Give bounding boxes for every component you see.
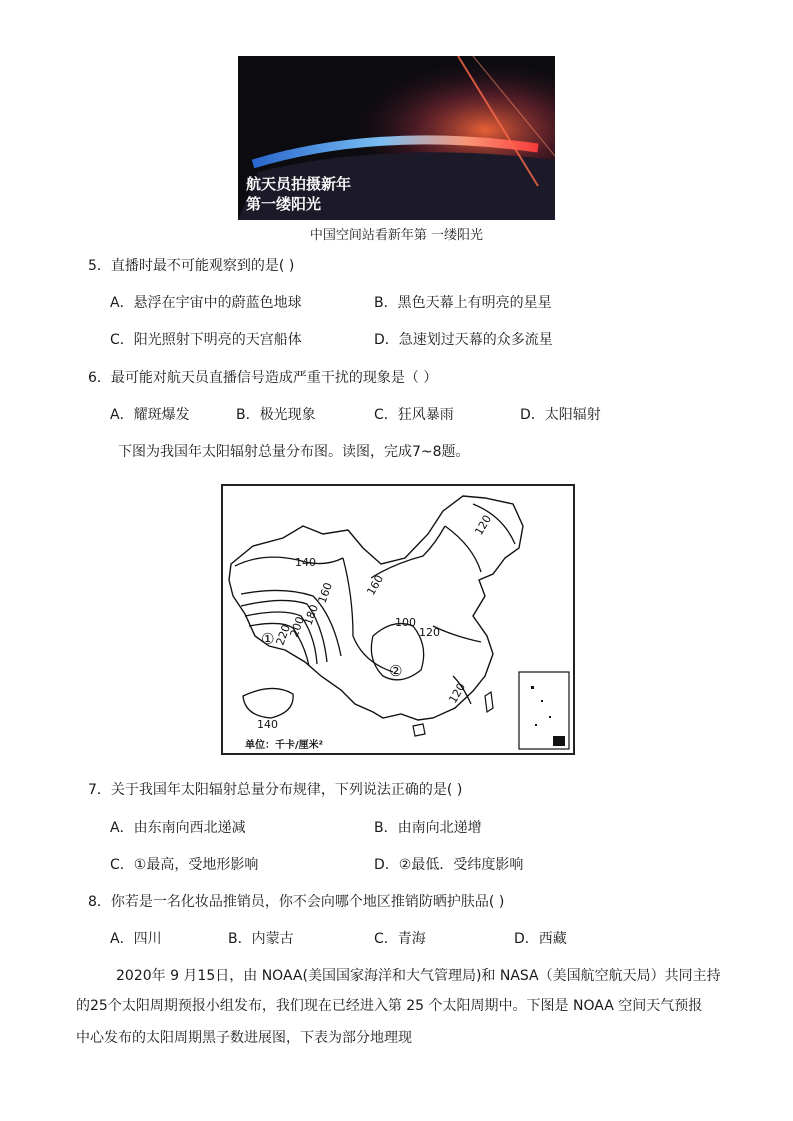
isoline-label: 120	[472, 512, 495, 538]
photo-overlay-line2: 第一缕阳光	[246, 195, 322, 213]
passage-line-1: 2020年 9 月15日，由 NOAA(美国国家海洋和大气管理局)和 NASA（美国航空航天局）共同主持	[116, 968, 721, 984]
photo-overlay-line1: 航天员拍摄新年	[246, 175, 352, 193]
china-map	[223, 486, 573, 753]
q5-option-d[interactable]: D．急速划过天幕的众多流星	[374, 332, 553, 348]
taiwan-island	[485, 692, 493, 712]
passage-line-2: 的25个太阳周期预报小组发布，我们现在已经进入第 25 个太阳周期中。下图是 NOAA 空间天气预报	[76, 998, 703, 1014]
isoline-label: 140	[295, 556, 316, 569]
intro-7-8: 下图为我国年太阳辐射总量分布图。读图，完成7~8题。	[118, 444, 470, 460]
q6-option-c[interactable]: C．狂风暴雨	[374, 407, 454, 423]
isoline-label: 220	[273, 622, 294, 648]
question-8-stem: 8．你若是一名化妆品推销员，你不会向哪个地区推销防晒护肤品( )	[88, 894, 505, 910]
q6-option-d[interactable]: D．太阳辐射	[520, 407, 601, 423]
q8-option-d[interactable]: D．西藏	[514, 931, 567, 947]
hainan-island	[413, 724, 425, 736]
q7-option-b[interactable]: B．由南向北递增	[374, 820, 482, 836]
isoline-label: 120	[446, 680, 469, 706]
q8-option-b[interactable]: B．内蒙古	[228, 931, 294, 947]
q5-option-c[interactable]: C．阳光照射下明亮的天宫船体	[110, 332, 302, 348]
q7-option-a[interactable]: A．由东南向西北递减	[110, 820, 246, 836]
solar-radiation-map	[221, 484, 575, 755]
q8-option-a[interactable]: A．四川	[110, 931, 162, 947]
q7-option-c[interactable]: C．①最高，受地形影响	[110, 857, 259, 873]
isoline-label: 120	[419, 626, 440, 639]
photo-caption: 中国空间站看新年第 一缕阳光	[309, 228, 484, 243]
isoline-label: 160	[315, 580, 336, 606]
space-station-photo	[238, 56, 555, 220]
isoline-label: 180	[301, 602, 322, 628]
passage-line-3: 中心发布的太阳周期黑子数进展图，下表为部分地理现	[76, 1030, 412, 1046]
region-1-marker: ①	[261, 630, 275, 648]
q8-option-c[interactable]: C．青海	[374, 931, 426, 947]
q7-option-d[interactable]: D．②最低．受纬度影响	[374, 857, 524, 873]
isoline-label: 160	[364, 572, 387, 598]
question-5-stem: 5．直播时最不可能观察到的是( )	[88, 258, 295, 274]
map-unit-label: 单位：千卡/厘米²	[245, 740, 324, 751]
q5-option-a[interactable]: A．悬浮在宇宙中的蔚蓝色地球	[110, 295, 302, 311]
q5-option-b[interactable]: B．黑色天幕上有明亮的星星	[374, 295, 552, 311]
isoline-label: 100	[395, 616, 416, 629]
q6-option-b[interactable]: B．极光现象	[236, 407, 316, 423]
region-2-marker: ②	[389, 662, 403, 680]
isoline-label: 140	[257, 718, 278, 731]
q6-option-a[interactable]: A．耀斑爆发	[110, 407, 190, 423]
question-7-stem: 7．关于我国年太阳辐射总量分布规律，下列说法正确的是( )	[88, 782, 463, 798]
isoline-label: 200	[287, 614, 308, 640]
question-6-stem: 6．最可能对航天员直播信号造成严重干扰的现象是（ ）	[88, 370, 438, 386]
